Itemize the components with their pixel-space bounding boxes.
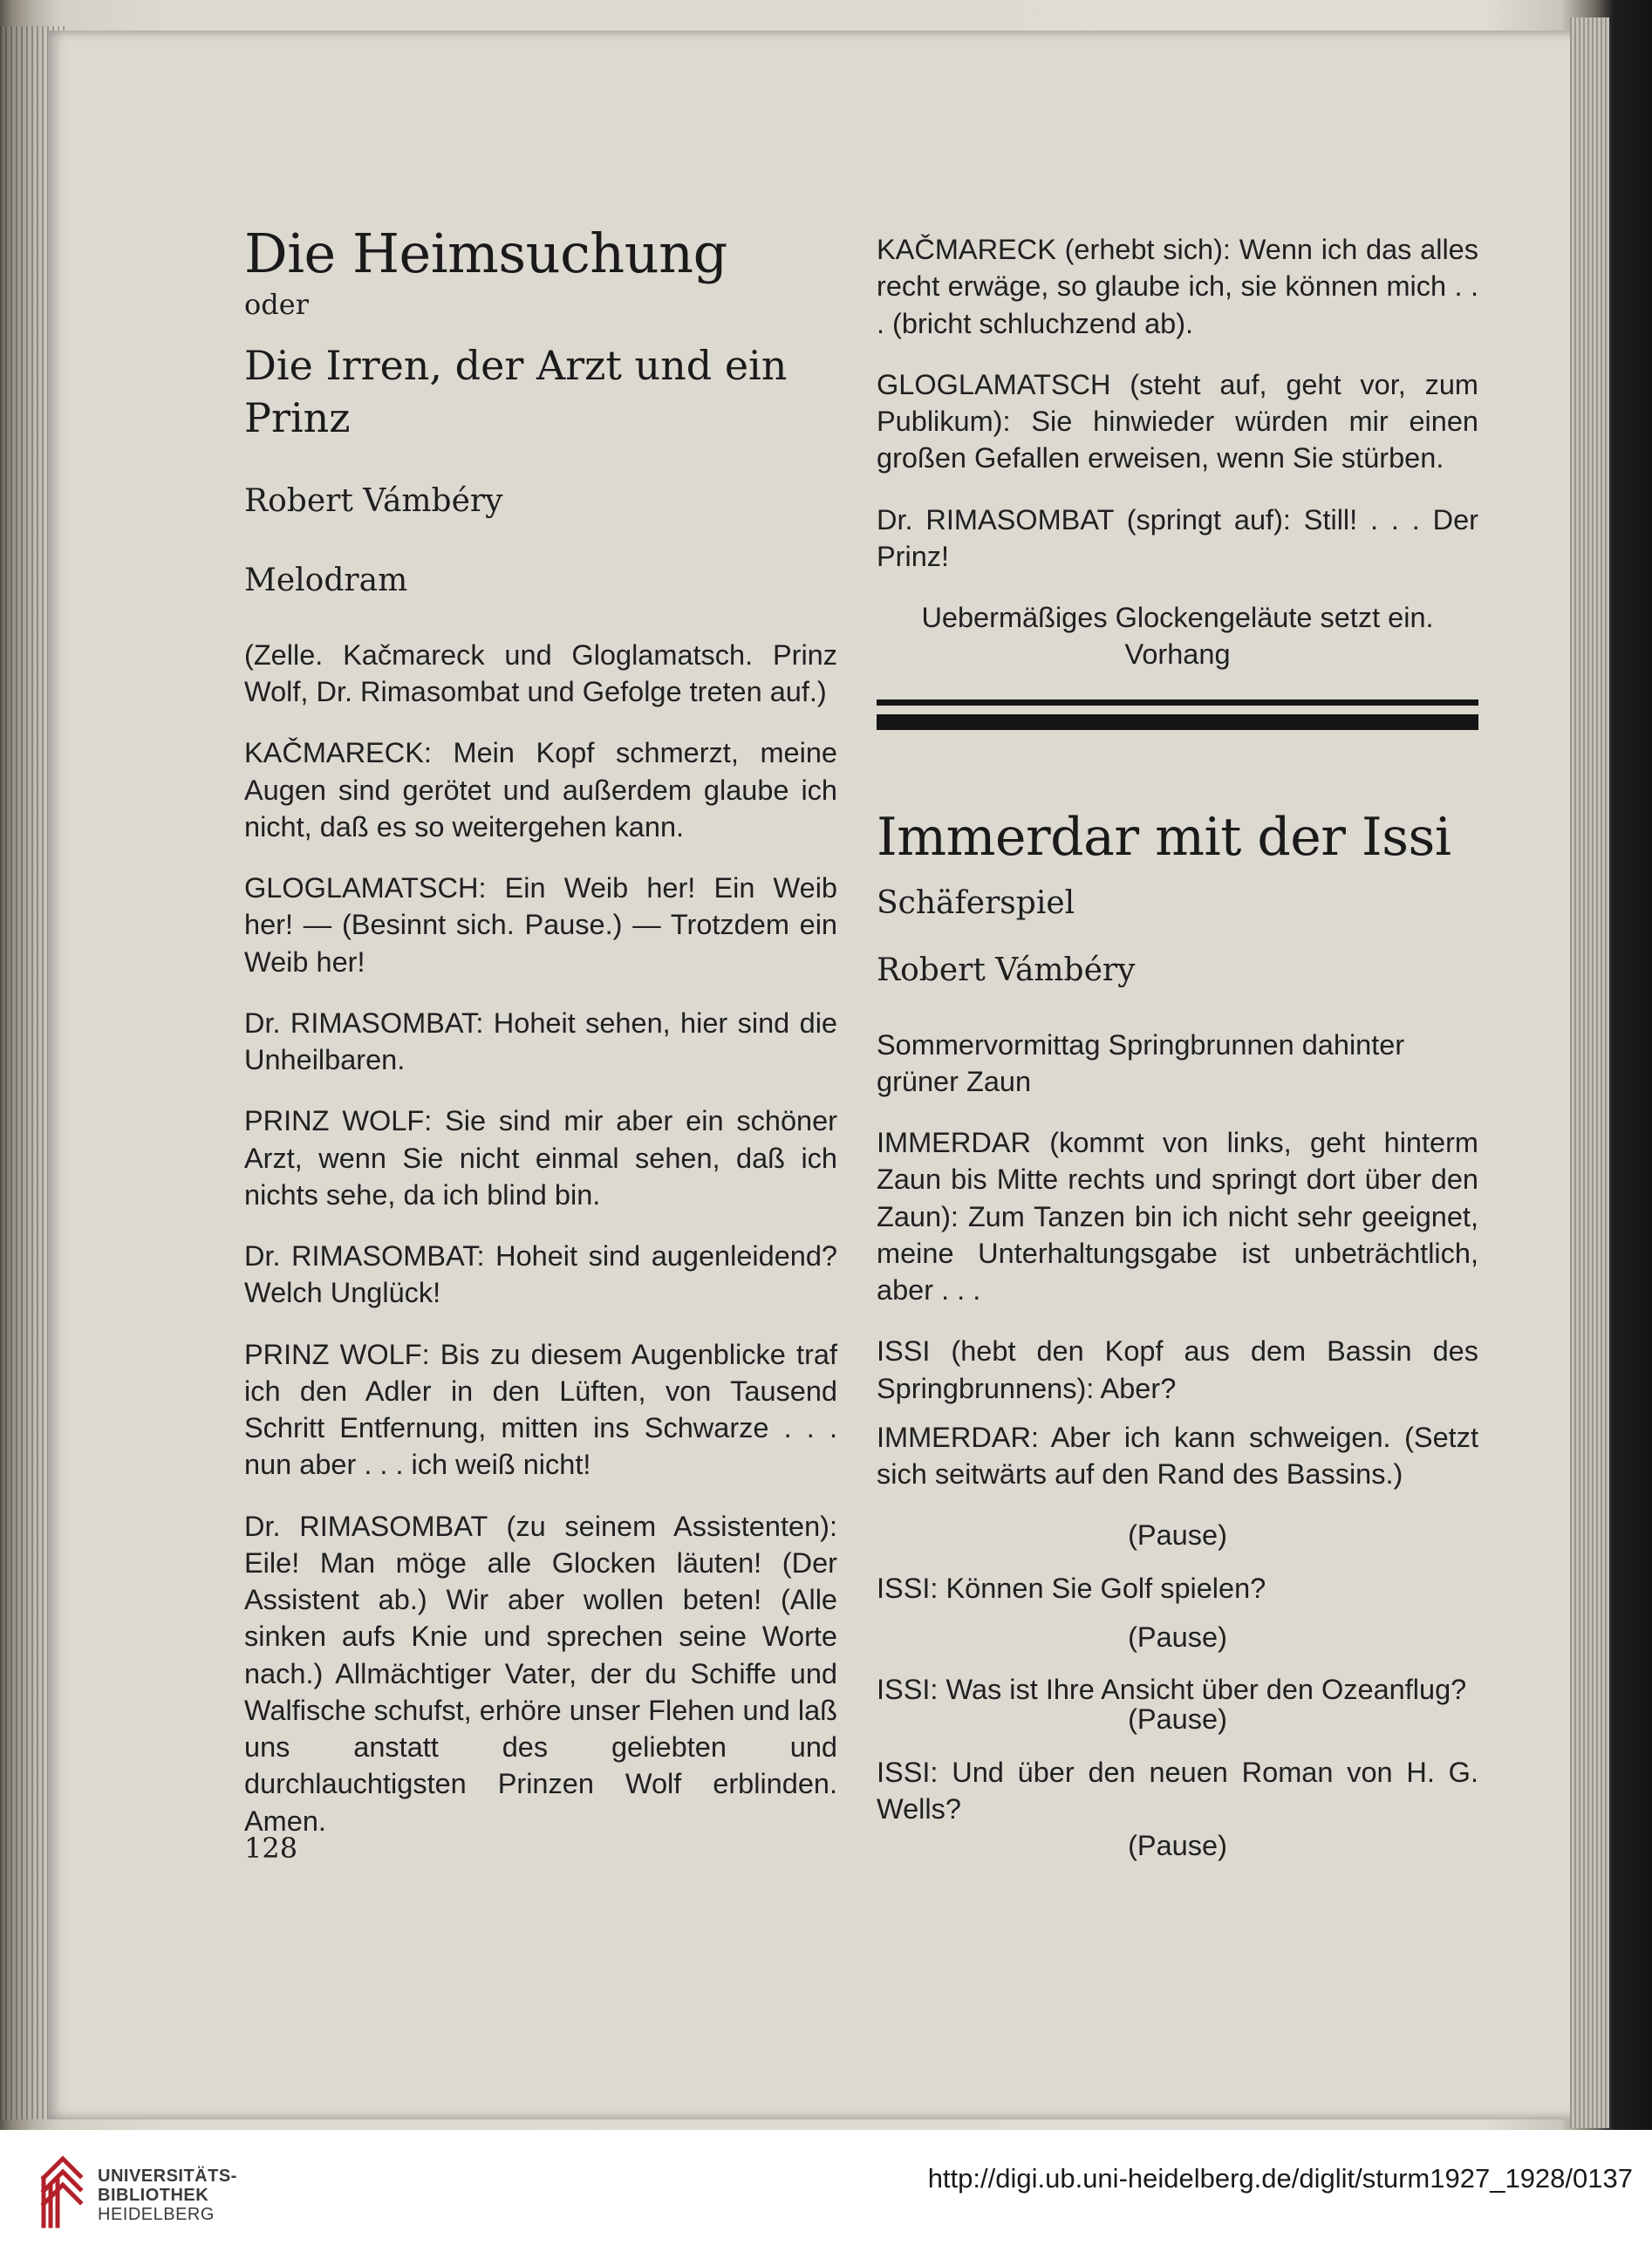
book-right-edges: [1570, 17, 1609, 2128]
title-connector: oder: [244, 288, 309, 322]
dialogue-line: GLOGLAMATSCH: Ein Weib her! Ein Weib her! — (Besinnt sich. Pause.) — Trotzdem ein Weib her!: [244, 872, 837, 978]
dialogue-line: Dr. RIMASOMBAT: Hoheit sind augenleidend? Welch Unglück!: [244, 1240, 837, 1309]
stage-direction: (Zelle. Kačmareck und Gloglamatsch. Prinz Wolf, Dr. Rimasombat und Gefolge treten auf.): [244, 638, 837, 708]
second-play-genre: Schäferspiel: [877, 884, 1075, 921]
page-number: 128: [244, 1832, 298, 1865]
footer-bar: [0, 2130, 1652, 2252]
stage-direction: Uebermäßiges Glockengeläute setzt ein.: [921, 602, 1434, 633]
dialogue-line: IMMERDAR: Aber ich kann schweigen. (Setzt sich seitwärts auf den Rand des Bassins.): [877, 1421, 1478, 1490]
section-divider: [877, 699, 1478, 730]
dialogue-line: PRINZ WOLF: Sie sind mir aber ein schöner Arzt, wenn Sie nicht einmal sehen, daß ich nichts sehe, da ich blind bin.: [244, 1105, 837, 1211]
dialogue-line: KAČMARECK: Mein Kopf schmerzt, meine Augen sind gerötet und außerdem glaube ich nicht, daß es so weitergehen kann.: [244, 737, 837, 843]
pause-direction: (Pause): [1128, 1519, 1227, 1552]
pause-direction: (Pause): [1128, 1703, 1227, 1736]
dialogue-line: ISSI: Können Sie Golf spielen?: [877, 1572, 1266, 1604]
play-author: Robert Vámbéry: [244, 482, 503, 519]
library-name-line2: BIBLIOTHEK: [98, 2186, 209, 2205]
library-name-line1: UNIVERSITÄTS-: [98, 2167, 237, 2186]
library-logo-icon[interactable]: [35, 2147, 87, 2235]
setting-description: Sommervormittag Springbrunnen dahinter grüner Zaun: [877, 1028, 1405, 1097]
divider-thin-rule: [877, 699, 1478, 706]
play-title: Die Heimsuchung: [244, 222, 727, 285]
library-name[interactable]: [98, 2167, 237, 2224]
left-column: [244, 222, 837, 1864]
pause-direction: (Pause): [1128, 1621, 1227, 1653]
dialogue-line: ISSI: Was ist Ihre Ansicht über den Ozeanflug?: [877, 1674, 1467, 1705]
play-genre: Melodram: [244, 562, 408, 598]
dialogue-line: IMMERDAR (kommt von links, geht hinterm Zaun bis Mitte rechts und springt dort über den Zaun): Zum Tanzen bin ich nicht sehr geeignet, meine Unterhaltungsgabe ist unbeträchtlich, aber . . .: [877, 1127, 1478, 1306]
dialogue-line: ISSI (hebt den Kopf aus dem Bassin des Springbrunnens): Aber?: [877, 1335, 1478, 1404]
dialogue-line: Dr. RIMASOMBAT (springt auf): Still! . . . Der Prinz!: [877, 503, 1478, 572]
dialogue-line: PRINZ WOLF: Bis zu diesem Augenblicke traf ich den Adler in den Lüften, von Tausend Schritt Entfernung, mitten ins Schwarze . . . nun aber . . . ich weiß nicht!: [244, 1338, 837, 1481]
right-column: [877, 231, 1478, 1880]
divider-thick-rule: [877, 714, 1478, 730]
dialogue-line: Dr. RIMASOMBAT (zu seinem Assistenten): Eile! Man möge alle Glocken läuten! (Der Assistent ab.) Wir aber wollen beten! (Alle sinken aufs Knie und sprechen seine Worte nach.) Allmächtiger Vater, der du Schiffe und Walfische schufst, erhöre unser Flehen und laß uns anstatt des geliebten und durchlauchtigsten Prinzen Wolf erblinden. Amen.: [244, 1510, 837, 1837]
source-url-link[interactable]: http://digi.ub.uni-heidelberg.de/diglit/sturm1927_1928/0137: [927, 2163, 1633, 2194]
dialogue-line: ISSI: Und über den neuen Roman von H. G. Wells?: [877, 1756, 1478, 1825]
second-play-author: Robert Vámbéry: [877, 952, 1136, 988]
stage-direction-curtain: Vorhang: [1124, 638, 1231, 671]
pause-direction: (Pause): [1128, 1830, 1227, 1861]
dialogue-line: KAČMARECK (erhebt sich): Wenn ich das alles recht erwäge, so glaube ich, sie können mich . . . (bricht schluchzend ab).: [877, 234, 1478, 339]
library-name-line3: HEIDELBERG: [98, 2205, 215, 2224]
dialogue-line: GLOGLAMATSCH (steht auf, geht vor, zum Publikum): Sie hinwieder würden mir einen großen Gefallen erweisen, wenn Sie stürben.: [877, 368, 1478, 474]
play-subtitle: Die Irren, der Arzt und ein Prinz: [244, 342, 788, 442]
dialogue-line: Dr. RIMASOMBAT: Hoheit sehen, hier sind die Unheilbaren.: [244, 1007, 837, 1076]
second-play-title: Immerdar mit der Issi: [877, 806, 1451, 868]
